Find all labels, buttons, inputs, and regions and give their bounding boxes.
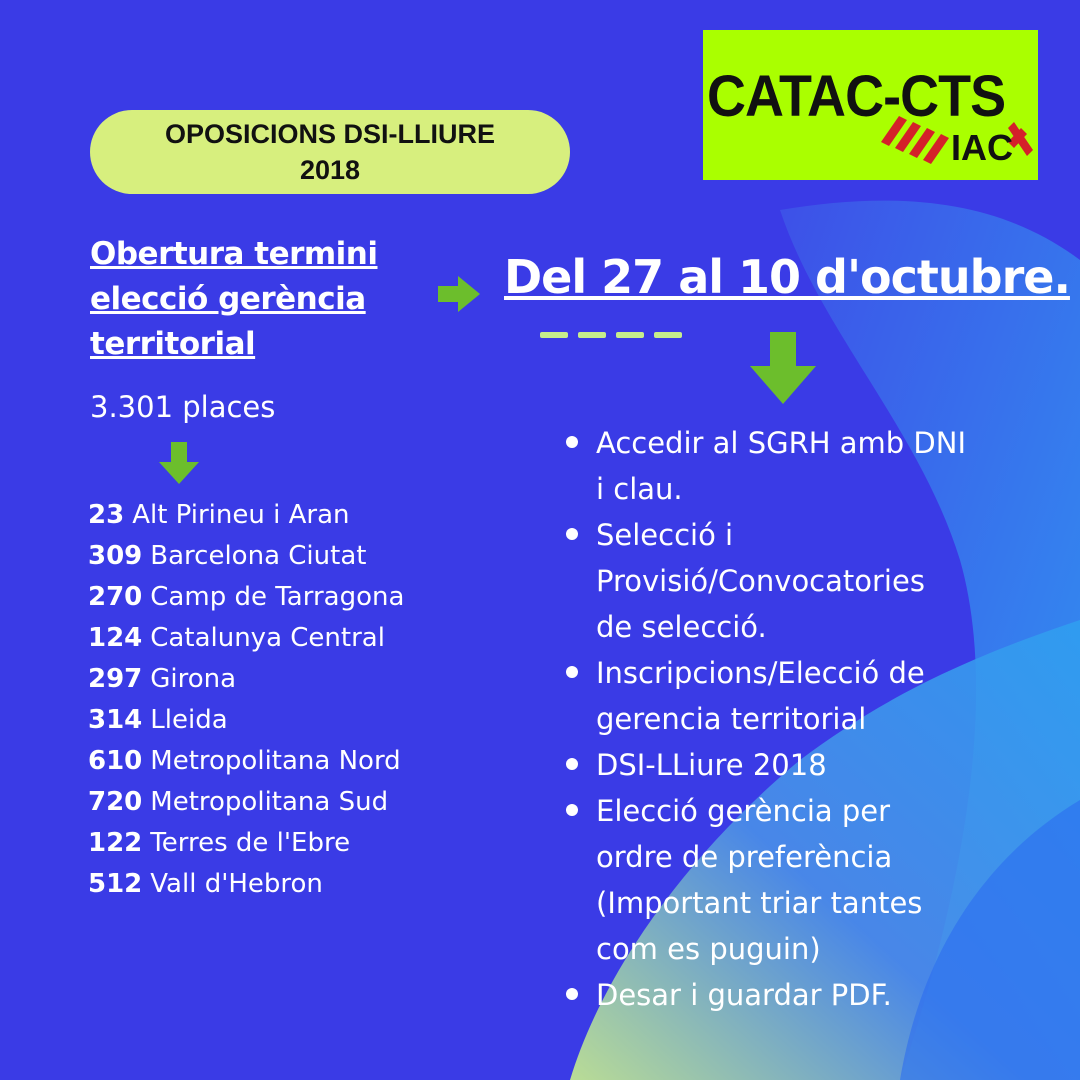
- heading-line-2: elecció gerència: [90, 281, 366, 317]
- list-item: [88, 784, 404, 825]
- list-item: [562, 650, 1032, 742]
- logo-sub-text: IAC: [951, 127, 1013, 168]
- step-text: de selecció.: [596, 610, 767, 644]
- list-item: [88, 743, 404, 784]
- step-text: Accedir al SGRH amb DNI: [596, 426, 966, 460]
- region-count: 610: [88, 746, 143, 776]
- region-count: 297: [88, 664, 143, 694]
- step-text: Desar i guardar PDF.: [596, 978, 892, 1012]
- region-count: 314: [88, 705, 143, 735]
- region-name: Metropolitana Nord: [150, 746, 401, 776]
- dashes-divider: [540, 328, 685, 340]
- step-text: i clau.: [596, 472, 683, 506]
- bullet-icon: [566, 758, 578, 770]
- list-item: [88, 825, 404, 866]
- step-text: Inscripcions/Elecció de: [596, 656, 925, 690]
- list-item: [562, 420, 1032, 512]
- region-count: 124: [88, 623, 143, 653]
- bullet-icon: [566, 436, 578, 448]
- list-item: [562, 972, 1032, 1018]
- list-item: [88, 661, 404, 702]
- list-item: [562, 788, 1032, 972]
- step-text: (Important triar tantes: [596, 886, 923, 920]
- date-range: Del 27 al 10 d'octubre.: [504, 250, 1070, 304]
- steps-list: [562, 420, 1032, 1018]
- list-item: [562, 512, 1032, 650]
- region-name: Barcelona Ciutat: [150, 541, 367, 571]
- title-line-2: 2018: [299, 155, 361, 185]
- region-name: Catalunya Central: [150, 623, 385, 653]
- region-count: 122: [88, 828, 143, 858]
- bullet-icon: [566, 988, 578, 1000]
- region-list: [88, 497, 404, 907]
- step-text: gerencia territorial: [596, 702, 867, 736]
- step-text: DSI-LLiure 2018: [596, 748, 827, 782]
- places-count: 3.301 places: [90, 390, 276, 424]
- region-count: 270: [88, 582, 143, 612]
- list-item: [88, 702, 404, 743]
- list-item: [88, 497, 404, 538]
- region-count: 720: [88, 787, 143, 817]
- region-name: Lleida: [150, 705, 228, 735]
- region-name: Girona: [150, 664, 237, 694]
- region-count: 309: [88, 541, 143, 571]
- region-count: 512: [88, 869, 143, 899]
- heading-line-1: Obertura termini: [90, 236, 378, 272]
- region-count: 23: [88, 500, 125, 530]
- step-text: Provisió/Convocatories: [596, 564, 925, 598]
- list-item: [88, 579, 404, 620]
- region-name: Alt Pirineu i Aran: [132, 500, 350, 530]
- region-name: Terres de l'Ebre: [150, 828, 351, 858]
- logo-main-text: CATAC-CTS: [707, 64, 1006, 129]
- step-text: Elecció gerència per: [596, 794, 891, 828]
- step-text: Selecció i: [596, 518, 734, 552]
- list-item: [562, 742, 1032, 788]
- bullet-icon: [566, 666, 578, 678]
- title-pill: [90, 110, 570, 194]
- arrow-down-icon: [157, 440, 201, 486]
- step-text: com es puguin): [596, 932, 821, 966]
- list-item: [88, 620, 404, 661]
- region-name: Camp de Tarragona: [150, 582, 405, 612]
- bullet-icon: [566, 528, 578, 540]
- deadline-heading: [90, 232, 430, 367]
- list-item: [88, 866, 404, 907]
- catac-cts-logo: [703, 30, 1038, 180]
- arrow-right-icon: [436, 274, 482, 314]
- heading-line-3: territorial: [90, 326, 256, 362]
- arrow-down-icon: [748, 330, 818, 406]
- region-name: Metropolitana Sud: [150, 787, 389, 817]
- bullet-icon: [566, 804, 578, 816]
- list-item: [88, 538, 404, 579]
- title-line-1: OPOSICIONS DSI-LLIURE: [164, 119, 496, 149]
- step-text: ordre de preferència: [596, 840, 893, 874]
- region-name: Vall d'Hebron: [150, 869, 323, 899]
